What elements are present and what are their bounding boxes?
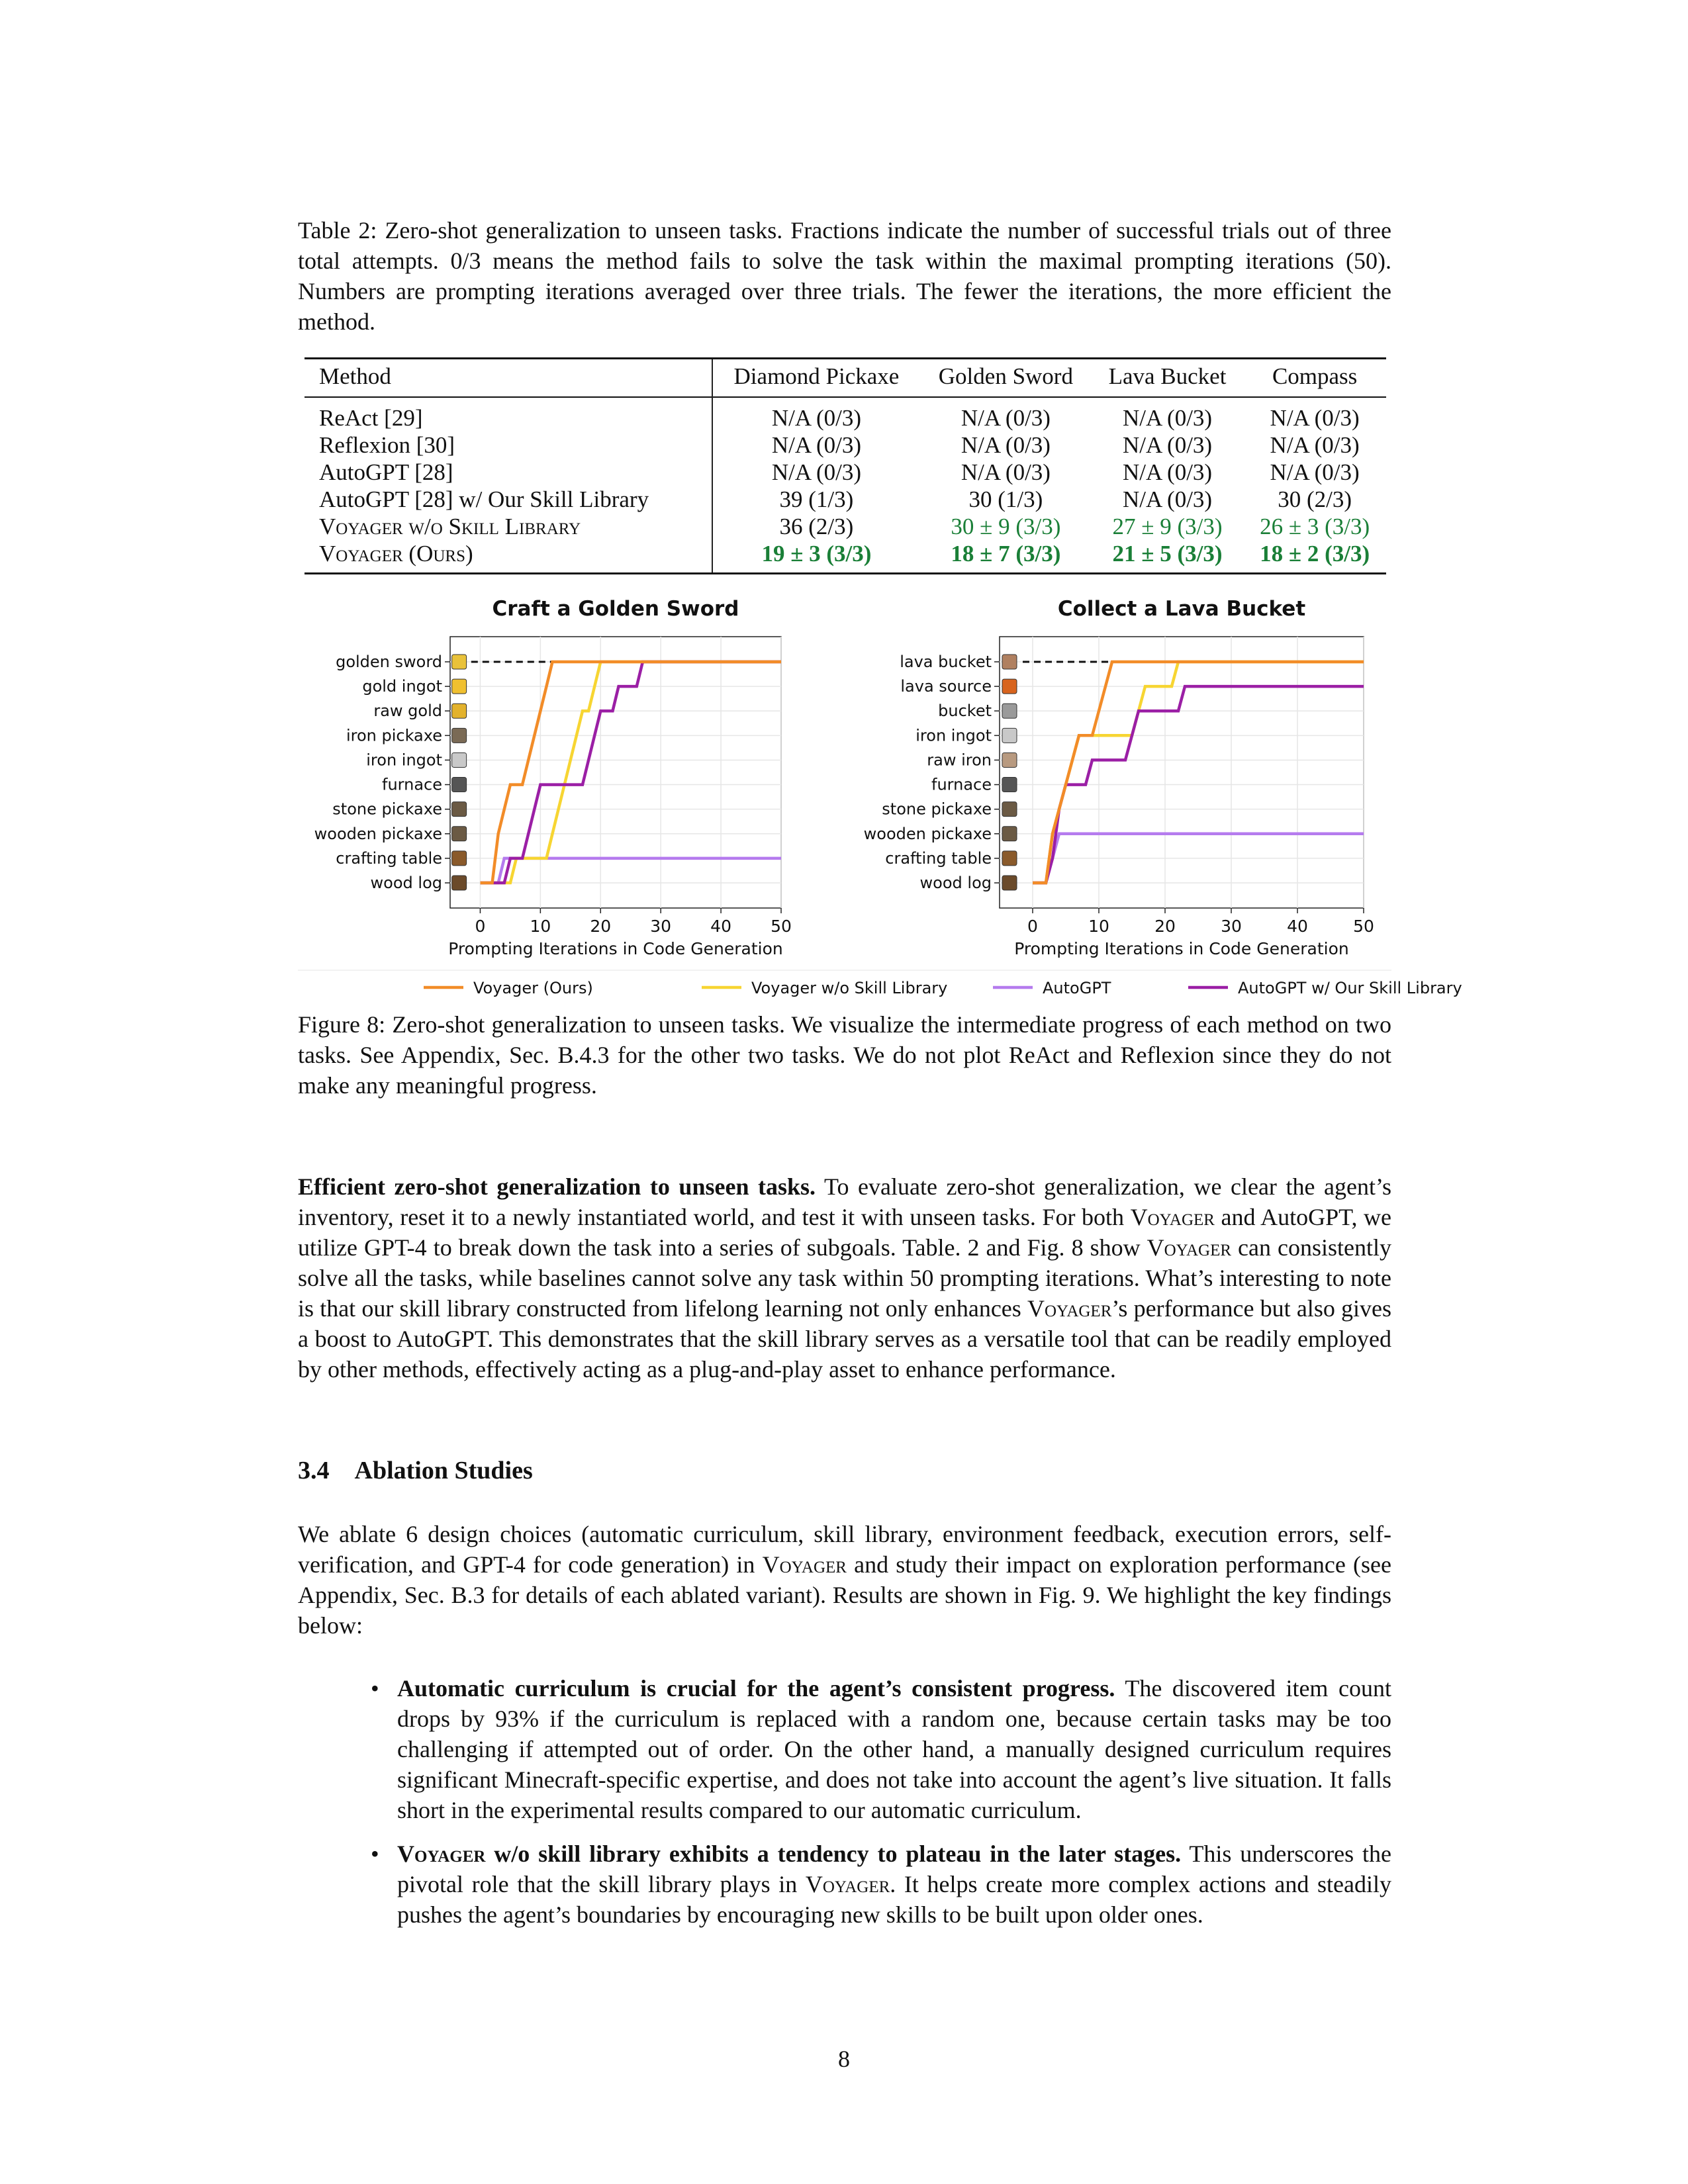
table-row (305, 459, 1386, 486)
table-header-row (305, 359, 1386, 398)
header-method: Method (305, 359, 712, 398)
table-cell: N/A (0/3) (1270, 459, 1360, 485)
x-tick-label: 10 (530, 917, 551, 936)
paragraph-text: We ablate 6 design choices (automatic curriculum, skill library, environment feedback, execution errors, self-verification, and GPT-4 for code generation) in (298, 1521, 1391, 1578)
figure-8 (298, 596, 1462, 999)
y-tick-label: lava bucket (900, 653, 992, 671)
bucket-icon (1002, 704, 1017, 718)
row-method: Reflexion [30] (305, 432, 712, 459)
x-tick-label: 30 (1221, 917, 1242, 936)
wooden-pickaxe-icon (452, 827, 467, 841)
paragraph-ablation (298, 1519, 1391, 1641)
y-tick-label: lava source (900, 677, 992, 696)
y-tick-label: crafting table (336, 848, 442, 868)
y-tick-label: crafting table (885, 848, 992, 868)
y-tick-label: iron ingot (915, 726, 992, 745)
wooden-pickaxe-icon (1002, 827, 1017, 841)
paragraph-text: and AutoGPT, we utilize GPT-4 to break down the task into a series of subgoals. Table. 2 and Fig. 8 show (298, 1204, 1392, 1261)
paragraph-text: and study their impact on exploration performance (see Appendix, Sec. B.3 for details of each ablated variant). Results are shown in Fig. 9. We highlight the key findings below: (298, 1551, 1391, 1639)
table-cell: 26 ± 3 (3/3) (1260, 514, 1370, 539)
y-tick-label: wooden pickaxe (314, 824, 442, 843)
finding-text: The discovered item count drops by 93% if the curriculum is replaced with a random one, because certain tasks may be too challenging if attempted out of order. On the other hand, a manually designed curriculum requires significant Minecraft-specific expertise, and does not take into account the agent’s live situation. It falls short in the experimental results compared to our automatic curriculum. (397, 1675, 1392, 1823)
row-method: AutoGPT [28] (305, 459, 712, 486)
gold-ingot-icon (452, 679, 467, 694)
paragraph-text: ’s performance but also gives a boost to AutoGPT. This demonstrates that the skill library serves as a versatile tool that can be readily employed by other methods, effectively acting as a plug-and-play asset to enhance performance. (298, 1295, 1391, 1383)
chart-title: Craft a Golden Sword (492, 597, 739, 621)
table-cell: 21 ± 5 (3/3) (1112, 541, 1223, 567)
table-cell: N/A (0/3) (771, 405, 861, 431)
crafting-table-icon (1002, 851, 1017, 866)
wood-log-icon (1002, 876, 1017, 890)
table-row (305, 540, 1386, 574)
chart-title: Collect a Lava Bucket (1057, 597, 1306, 621)
paragraph-text: can consistently solve all the tasks, while baselines cannot solve any task within 50 prompting iterations. What’s interesting to note is that our skill library constructed from lifelong learning not only enhances (298, 1234, 1391, 1322)
table-cell: 30 (2/3) (1278, 486, 1352, 512)
y-tick-label: stone pickaxe (882, 799, 992, 819)
y-tick-label: furnace (931, 775, 992, 794)
x-tick-label: 10 (1088, 917, 1109, 936)
row-method: AutoGPT [28] w/ Our Skill Library (305, 486, 712, 513)
row-method: Voyager w/o Skill Library (305, 513, 712, 540)
wood-log-icon (452, 876, 467, 890)
y-tick-label: wooden pickaxe (863, 824, 992, 843)
lava-source-icon (1002, 679, 1017, 694)
lava-bucket-icon (1002, 655, 1017, 669)
legend-label: Voyager w/o Skill Library (751, 979, 948, 997)
table-cell: N/A (0/3) (1122, 486, 1213, 512)
section-number: 3.4 (298, 1457, 330, 1484)
table-cell: 18 ± 2 (3/3) (1260, 541, 1370, 567)
stone-pickaxe-icon (1002, 802, 1017, 817)
y-tick-label: wood log (370, 874, 442, 892)
y-tick-label: raw gold (373, 702, 442, 721)
bullet-icon: • (371, 1841, 379, 1867)
row-method: ReAct [29] (305, 397, 712, 432)
x-tick-label: 0 (475, 917, 486, 936)
table-cell: 19 ± 3 (3/3) (761, 541, 872, 567)
iron-pickaxe-icon (452, 728, 467, 743)
raw-gold-icon (452, 704, 467, 718)
table-cell: 18 ± 7 (3/3) (951, 541, 1061, 567)
figure-caption: Figure 8: Zero-shot generalization to unseen tasks. We visualize the intermediate progress of each method on two tasks. See Appendix, Sec. B.4.3 for the other two tasks. We do not plot ReAct and Reflexion since they do not make any meaningful progress. (298, 1011, 1391, 1099)
table-cell: N/A (0/3) (1270, 405, 1360, 431)
raw-iron-icon (1002, 752, 1017, 767)
y-tick-label: iron ingot (366, 751, 442, 770)
table-row (305, 486, 1386, 513)
table-cell: 30 ± 9 (3/3) (951, 514, 1061, 539)
section-title: Ablation Studies (354, 1457, 533, 1484)
voyager-name: Voyager (1147, 1234, 1232, 1261)
x-tick-label: 20 (1154, 917, 1176, 936)
x-tick-label: 30 (650, 917, 672, 936)
y-tick-label: stone pickaxe (332, 799, 442, 819)
list-item (371, 1839, 1391, 1930)
y-tick-label: bucket (938, 702, 992, 721)
header-lava-bucket: Lava Bucket (1108, 363, 1227, 389)
furnace-icon (1002, 778, 1017, 792)
x-tick-label: 50 (771, 917, 792, 936)
iron-ingot-icon (1002, 728, 1017, 743)
y-tick-label: furnace (382, 775, 442, 794)
header-compass: Compass (1272, 363, 1358, 389)
voyager-name: Voyager (805, 1871, 890, 1897)
table-row (305, 513, 1386, 540)
table-caption: Table 2: Zero-shot generalization to unseen tasks. Fractions indicate the number of successful trials out of three total attempts. 0/3 means the method fails to solve the task within the maximal prompting iterations (50). Numbers are prompting iterations averaged over three trials. The fewer the iterations, the more efficient the method. (298, 217, 1391, 335)
voyager-name: Voyager (1130, 1204, 1215, 1230)
x-tick-label: 50 (1353, 917, 1374, 936)
paragraph-text: To evaluate zero-shot generalization, we clear the agent’s inventory, reset it to a newly instantiated world, and test it with unseen tasks. For both (298, 1173, 1391, 1230)
y-tick-label: golden sword (336, 653, 442, 671)
header-diamond-pickaxe: Diamond Pickaxe (733, 363, 900, 389)
legend-label: AutoGPT w/ Our Skill Library (1238, 979, 1462, 997)
voyager-name: Voyager (1027, 1295, 1112, 1322)
legend-label: Voyager (Ours) (473, 979, 593, 997)
table-cell: 30 (1/3) (968, 486, 1043, 512)
paragraph-heading: Efficient zero-shot generalization to unseen tasks. (298, 1173, 816, 1200)
table-cell: N/A (0/3) (1270, 432, 1360, 458)
voyager-name: Voyager (397, 1841, 486, 1867)
chart-legend (298, 970, 1462, 997)
legend-label: AutoGPT (1043, 979, 1111, 997)
plot-frame (450, 637, 781, 908)
section-heading (298, 1456, 533, 1485)
list-item (371, 1673, 1391, 1825)
chart-lava-bucket (864, 597, 1374, 958)
y-tick-label: gold ingot (362, 677, 442, 696)
iron-ingot-icon (452, 752, 467, 767)
finding-heading: Automatic curriculum is crucial for the agent’s consistent progress. (397, 1675, 1115, 1702)
x-tick-label: 40 (1287, 917, 1308, 936)
table-cell: N/A (0/3) (1122, 459, 1213, 485)
table-cell: N/A (0/3) (961, 405, 1051, 431)
x-tick-label: 20 (590, 917, 612, 936)
table-row (305, 432, 1386, 459)
voyager-name: Voyager (762, 1551, 847, 1578)
y-tick-label: wood log (919, 874, 992, 892)
x-tick-label: 0 (1027, 917, 1038, 936)
golden-sword-icon (452, 655, 467, 669)
table-cell: 39 (1/3) (779, 486, 854, 512)
crafting-table-icon (452, 851, 467, 866)
findings-list (371, 1673, 1391, 1943)
table-row (305, 397, 1386, 432)
table-cell: N/A (0/3) (771, 432, 861, 458)
finding-heading: w/o skill library exhibits a tendency to plateau in the later stages. (485, 1841, 1182, 1867)
stone-pickaxe-icon (452, 802, 467, 817)
bullet-icon: • (371, 1675, 379, 1702)
chart-golden-sword (314, 597, 792, 958)
plot-frame (1000, 637, 1364, 908)
results-table (305, 357, 1386, 574)
header-golden-sword: Golden Sword (938, 363, 1073, 389)
y-tick-label: iron pickaxe (346, 726, 442, 745)
table-cell: 36 (2/3) (779, 514, 854, 539)
page-number: 8 (838, 2046, 850, 2072)
table-cell: N/A (0/3) (1122, 405, 1213, 431)
row-method: Voyager (Ours) (305, 540, 712, 574)
y-tick-label: raw iron (927, 751, 992, 770)
x-axis-label: Prompting Iterations in Code Generation (1014, 939, 1349, 958)
furnace-icon (452, 778, 467, 792)
x-tick-label: 40 (710, 917, 731, 936)
finding-text: This underscores the pivotal role that the skill library plays in (397, 1841, 1391, 1897)
table-cell: N/A (0/3) (1122, 432, 1213, 458)
table-cell: N/A (0/3) (961, 459, 1051, 485)
table-cell: 27 ± 9 (3/3) (1112, 514, 1223, 539)
table-cell: N/A (0/3) (771, 459, 861, 485)
paragraph-generalization (298, 1171, 1391, 1385)
table-cell: N/A (0/3) (961, 432, 1051, 458)
finding-text: . It helps create more complex actions and steadily pushes the agent’s boundaries by encouraging new skills to be built upon older ones. (397, 1871, 1391, 1928)
x-axis-label: Prompting Iterations in Code Generation (448, 939, 783, 958)
